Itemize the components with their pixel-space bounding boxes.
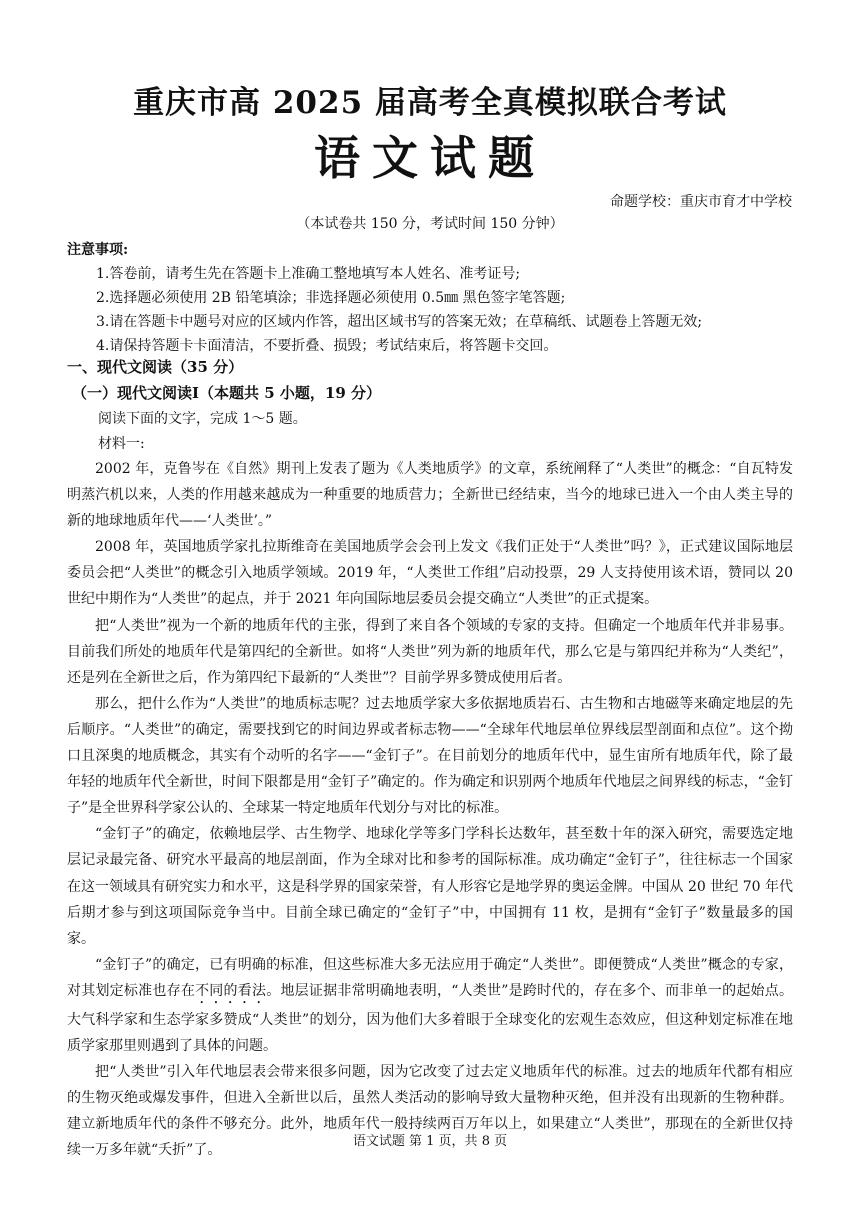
school-label: 命题学校：重庆市育才中学校 [610,194,792,210]
paragraph [67,952,793,1059]
emphasized-text: 不同的看法 [195,982,267,999]
paragraph: 把“人类世”引入年代地层表会带来很多问题，因为它改变了过去定义地质年代的标准。过去的地质年代都有相应的生物灭绝或爆发事件，但进入全新世以后，虽然人类活动的影响导致大量物种灭绝，但并没有出现新的生物种群。建立新地质年代的条件不够充分。此外，地质年代一般持续两百万年以上，如果建立“人类世”，那现在的全新世仅持续一万多年就“夭折”了。 [67,1064,793,1159]
notice-item: 2.选择题必须使用 2B 铅笔填涂；非选择题必须使用 0.5㎜ 黑色签字笔答题; [96,290,566,306]
section-heading: 一、现代文阅读（35 分） [67,358,244,376]
paragraph: 2008 年，英国地质学家扎拉斯维奇在美国地质学会会刊上发文《我们正处于“人类世”吗？》，正式建议国际地层委员会把“人类世”的概念引入地质学领域。2019 年，“人类世工作组”启动投票，29 人支持使用该术语，赞同以 20 世纪中期作为“人类世”的起点，并于 2021 年向国际地层委员会提交确立“人类世”的正式提案。 [67,539,793,608]
page-footer: 语文试题 第 1 页，共 8 页 [352,1134,508,1149]
notice-item: 1.答卷前，请考生先在答题卡上准确工整地填写本人姓名、准考证号; [96,266,521,282]
paragraph: 把“人类世”视为一个新的地质年代的主张，得到了来自各个领域的专家的支持。但确定一个地质年代并非易事。目前我们所处的地质年代是第四纪的全新世。如将“人类世”列为新的地质年代，那么它是与第四纪并称为“人类纪”，还是列在全新世之后，作为第四纪下最新的“人类世”？目前学界多赞成使用后者。 [67,617,793,686]
reading-instruction: 阅读下面的文字，完成 1～5 题。 [98,411,307,427]
paragraph-text: “金钉子”的确定，已有明确的标准，但这些标准大多无法应用于确定“人类世”。即便赞成“人类世”概念的专家，对其划定标准也存在 [67,956,793,999]
exam-info: （本试卷共 150 分，考试时间 150 分钟） [296,216,564,232]
notice-item: 3.请在答题卡中题号对应的区域内作答，超出区域书写的答案无效；在草稿纸、试题卷上答题无效; [96,314,703,330]
subject-title: 语文试题 [314,131,546,185]
paragraph: 那么，把什么作为“人类世”的地质标志呢？过去地质学家大多依据地质岩石、古生物和古地磁等来确定地层的先后顺序。“人类世”的确定，需要找到它的时间边界或者标志物——“全球年代地层单位界线层型剖面和点位”。这个拗口且深奥的地质概念，其实有个动听的名字——“金钉子”。在目前划分的地质年代中，显生宙所有地质年代，除了最年轻的地质年代全新世，时间下限都是用“金钉子”确定的。作为确定和识别两个地质年代地层之间界线的标志，“金钉子”是全世界科学家公认的、全球某一特定地质年代划分与对比的标准。 [67,695,793,817]
paragraph-text: 。地层证据非常明确地表明，“人类世”是跨时代的，存在多个、而非单一的起始点。大气科学家和生态学家多赞成“人类世”的划分，因为他们大多着眼于全球变化的宏观生态效应，但这种划定标准在地质学家那里则遇到了具体的问题。 [67,982,794,1054]
notice-heading: 注意事项: [67,242,129,258]
exam-title: 重庆市高 2025 届高考全真模拟联合考试 [133,85,727,121]
paragraph: 2002 年，克鲁岑在《自然》期刊上发表了题为《人类地质学》的文章，系统阐释了“人类世”的概念：“自瓦特发明蒸汽机以来，人类的作用越来越成为一种重要的地质营力；全新世已经结束，当今的地球已进入一个由人类主导的新的地球地质年代——‘人类世’。” [67,461,793,530]
material-label: 材料一: [98,436,145,452]
notice-item: 4.请保持答题卡卡面清洁，不要折叠、损毁；考试结束后，将答题卡交回。 [96,338,558,354]
passage-body [67,456,793,1163]
paragraph: “金钉子”的确定，依赖地层学、古生物学、地球化学等多门学科长达数年，甚至数十年的深入研究，需要选定地层记录最完备、研究水平最高的地层剖面，作为全球对比和参考的国际标准。成功确定“金钉子”，往往标志一个国家在这一领域具有研究实力和水平，这是科学界的国家荣誉，有人形容它是地学界的奥运金牌。中国从 20 世纪 70 年代后期才参与到这项国际竞争当中。目前全球已确定的“金钉子”中，中国拥有 11 枚，是拥有“金钉子”数量最多的国家。 [67,826,793,947]
subsection-heading: （一）现代文阅读Ⅰ（本题共 5 小题，19 分） [72,384,381,402]
notice-list [96,262,796,358]
